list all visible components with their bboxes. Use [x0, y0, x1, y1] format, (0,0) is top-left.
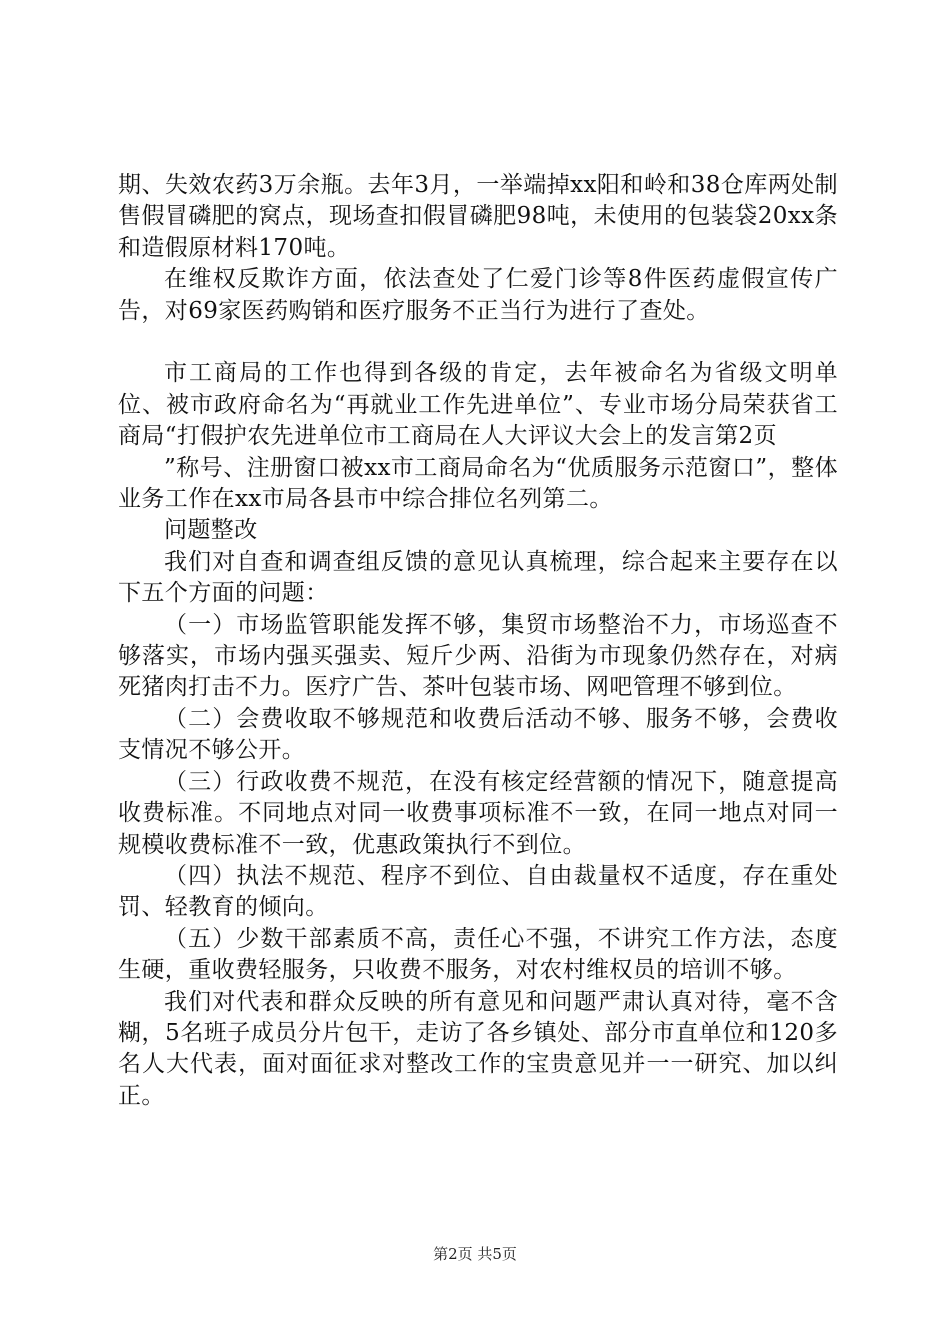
problem-item-4: （四）执法不规范、程序不到位、自由裁量权不适度，存在重处罚、轻教育的倾向。	[118, 862, 838, 921]
paragraph-response-measures: 我们对代表和群众反映的所有意见和问题严肃认真对待，毫不含糊，5名班子成员分片包干，走访了各乡镇处、部分市直单位和120多名人大代表，面对面征求对整改工作的宝贵意见并一一研究、加以纠正。	[118, 988, 838, 1109]
paragraph-problems-intro: 我们对自查和调查组反馈的意见认真梳理，综合起来主要存在以下五个方面的问题：	[118, 548, 838, 607]
document-body	[118, 170, 838, 1112]
paragraph-anti-fraud: 在维权反欺诈方面，依法查处了仁爱门诊等8件医药虚假宣传广告，对69家医药购销和医疗服务不正当行为进行了查处。	[118, 266, 838, 324]
paragraph-honors: 市工商局的工作也得到各级的肯定，去年被命名为省级文明单位、被市政府命名为“再就业工作先进单位”、专业市场分局荣获省工商局“打假护农先进单位市工商局在人大评议大会上的发言第2页	[118, 360, 838, 450]
paragraph-spacer	[118, 327, 838, 358]
section-heading-rectification: 问题整改	[164, 517, 258, 544]
paragraph-fake-fertilizer-raid: 期、失效农药3万余瓶。去年3月，一举端掉xx阳和岭和38仓库两处制售假冒磷肥的窝点，现场查扣假冒磷肥98吨，未使用的包装袋20xx条和造假原材料170吨。	[118, 172, 838, 261]
problem-item-1: （一）市场监管职能发挥不够，集贸市场整治不力，市场巡查不够落实，市场内强买强卖、短斤少两、沿街为市现象仍然存在，对病死猪肉打击不力。医疗广告、茶叶包装市场、网吧管理不够到位。	[118, 611, 838, 701]
problem-item-3: （三）行政收费不规范，在没有核定经营额的情况下，随意提高收费标准。不同地点对同一收费事项标准不一致，在同一地点对同一规模收费标准不一致，优惠政策执行不到位。	[118, 768, 838, 858]
problem-item-5: （五）少数干部素质不高，责任心不强，不讲究工作方法，态度生硬，重收费轻服务，只收费不服务，对农村维权员的培训不够。	[118, 925, 838, 984]
problem-item-2: （二）会费收取不够规范和收费后活动不够、服务不够，会费收支情况不够公开。	[118, 705, 838, 764]
page-number-footer: 第2页 共5页	[433, 1245, 517, 1263]
paragraph-honors-continued: ”称号、注册窗口被xx市工商局命名为“优质服务示范窗口”，整体业务工作在xx市局各县市中综合排位名列第二。	[118, 454, 838, 513]
